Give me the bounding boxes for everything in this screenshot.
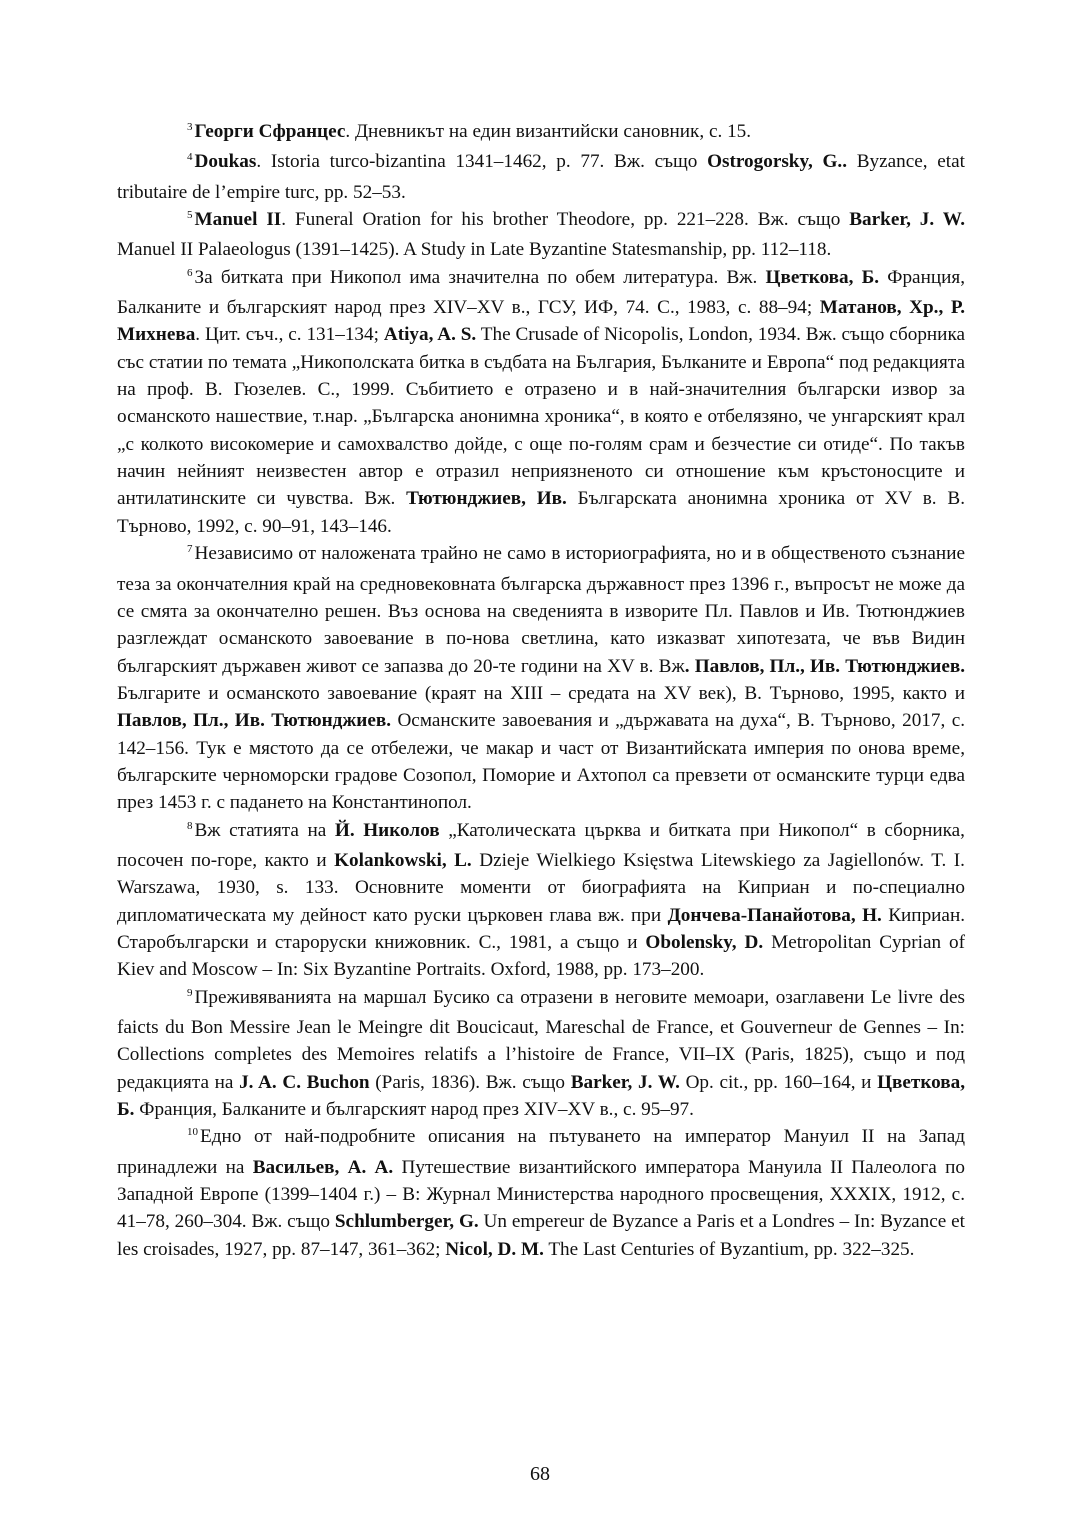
citation-author: . Павлов, Пл., Ив. Тютюнджиев. <box>684 655 966 677</box>
footnote-text: Manuel II Palaeologus (1391–1425). A Study in Late Byzantine Statesmanship, pp. 112–118. <box>117 239 832 261</box>
footnote-text: Българската анонимна хроника от XV в. В. Търново, 1992, с. 90–91, 143–146. <box>117 488 966 537</box>
citation-author: Цветкова, Б. <box>117 1071 966 1121</box>
footnote-3 <box>117 118 965 148</box>
footnote-text: . Funeral Oration for his brother Theodore, pp. 221–228. Вж. също <box>281 209 850 231</box>
footnote-text: . Цит. съч., с. 131–134; <box>195 324 384 346</box>
footnote-9 <box>117 984 965 1124</box>
footnote-text: Преживяванията на маршал Бусико са отразени в неговите мемоари, озаглавени Le livre des faicts du Bon Messire Jean le Meingre dit Boucicaut, Mareschal de France, et Gouverneur de Gennes – In: Collections completes des Memoires relatifs a l’histoire de France, VII–IX (Paris, 1825), също и под редакцията на <box>117 986 965 1093</box>
footnote-text: Metropolitan Cyprian of Kiev and Moscow – In: Six Byzantine Portraits. Oxford, 1988, pp. 173–200. <box>117 931 965 981</box>
footnote-number: 6 <box>187 266 193 279</box>
footnote-8 <box>117 817 965 984</box>
footnote-text: . Istoria turco-bizantina 1341–1462, p. 77. Вж. също <box>256 151 708 173</box>
citation-author: Дончева-Панайотова, Н. <box>667 904 882 926</box>
citation-author: Atiya, A. S. <box>383 324 477 346</box>
footnote-number: 3 <box>187 121 193 133</box>
footnote-number: 10 <box>187 1126 198 1139</box>
footnote-number: 4 <box>187 151 193 164</box>
footnote-text: Франция, Балканите и българският народ през XIV–XV в., ГСУ, ИФ, 74. С., 1983, с. 88–94; <box>117 266 965 319</box>
citation-author: Barker, J. W. <box>849 209 966 231</box>
citation-author: Георги Сфранцес <box>194 121 346 142</box>
footnote-text: Киприан. Старобългарски и староруски книжовник. С., 1981, а също и <box>117 904 966 953</box>
footnote-7 <box>117 540 965 816</box>
footnote-text: The Last Centuries of Byzantium, pp. 322–325. <box>543 1238 915 1260</box>
footnote-10 <box>117 1123 965 1263</box>
footnote-text: Франция, Балканите и българският народ през XIV–XV в., с. 95–97. <box>134 1099 694 1121</box>
citation-author: Manuel II <box>194 209 282 231</box>
footnote-text: Op. cit., pp. 160–164, и <box>679 1071 878 1093</box>
citation-author: Barker, J. W. <box>570 1071 680 1093</box>
footnote-text: The Crusade of Nicopolis, London, 1934. Вж. също сборника със статии по темата „Никополската битка в съдбата на България, Бълканите и Европа“ под редакцията на проф. В. Гюзелев. С., 1999. Събитието е отразено и в най-значителния български извор за османското нашествие, т.нар. „Българска анонимна хроника“, в която е отбелязяно, че унгарският крал „с колкото високомерие и самохвалство дойде, с още по-голям срам и безчестие си отиде“. По такъв начин нейният неизвестен автор е отразил неприязненото си отношение към кръстоносците и антилатинските си чувства. Вж. <box>117 324 965 510</box>
citation-author: Obolensky, D. <box>645 931 764 953</box>
citation-author: Kolankowski, L. <box>334 849 472 871</box>
footnote-text: Dzieje Wielkiego Księstwa Litewskiego za Jagiellonów. T. I. Warszawa, 1930, s. 133. Основните моменти от биографията на Киприан и по-специално дипломатическата му дейност като руски църковен глава вж. при <box>117 849 965 926</box>
footnote-number: 9 <box>187 986 193 999</box>
footnote-text: Османските завоевания и „държавата на духа“, В. Търново, 2017, с. 142–156. Тук е мястото да се отбележи, че макар и част от Византийската империя по онова време, българските черноморски градове Созопол, Поморие и Ахтопол са превзети от османските турци едва през 1453 г. с падането на Константинопол. <box>117 710 966 814</box>
citation-author: Й. Николов <box>334 819 440 841</box>
footnote-number: 8 <box>187 819 193 832</box>
footnote-6 <box>117 264 965 540</box>
citation-author: Тютюнджиев, Ив. <box>406 488 567 510</box>
footnote-text: Un empereur de Byzance a Paris et a Londres – In: Byzance et les croisades, 1927, pp. 87–147, 361–362; <box>117 1211 965 1260</box>
citation-author: Nicol, D. M. <box>445 1238 544 1260</box>
footnote-text: „Католическата църква и битката при Никопол“ в сборника, посочен по-горе, както и <box>117 819 965 871</box>
footnote-number: 7 <box>187 543 193 556</box>
footnote-text: Независимо от наложената трайно не само в историографията, но и в общественото съзнание теза за окончателния край на средновековната българска държавност през 1396 г., въпросът не може да се смята за окончателно решен. Въз основа на сведенията в изворите Пл. Павлов и Ив. Тютюнджиев разглеждат османското завоевание в по-нова светлина, като изказват хипотезата, че във Видин българският държавен живот се запазва до 20-те години на XV в. Вж <box>117 543 965 677</box>
footnote-text: Путешествие византийского императора Мануила II Палеолога по Западной Европе (1399–1404 г.) – В: Журнал Министерства народного просвещения, XXXIX, 1912, с. 41–78, 260–304. Вж. също <box>117 1156 965 1233</box>
citation-author: Павлов, Пл., Ив. Тютюнджиев. <box>117 710 392 732</box>
footnote-4 <box>117 148 965 206</box>
footnote-text: (Paris, 1836). Вж. също <box>369 1071 571 1093</box>
footnote-number: 5 <box>187 209 193 222</box>
citation-author: Schlumberger, G. <box>334 1211 479 1233</box>
footnote-text: . Дневникът на един византийски сановник, с. 15. <box>345 121 752 142</box>
footnote-5 <box>117 206 965 264</box>
page-number: 68 <box>530 1463 550 1485</box>
footnote-text: Българите и османското завоевание (краят на XIII – средата на XV век), В. Търново, 1995, както и <box>117 682 965 704</box>
footnotes-section <box>117 118 965 1263</box>
footnote-text: Вж статията на <box>194 819 335 841</box>
citation-author: Ostrogorsky, G.. <box>707 151 848 173</box>
footnote-text: Едно от най-подробните описания на пътуването на император Мануил II на Запад принадлежи на <box>117 1126 965 1178</box>
footnote-text: Byzance, etat tributaire de l’empire turc, pp. 52–53. <box>117 151 965 203</box>
citation-author: J. A. C. Buchon <box>239 1071 370 1093</box>
citation-author: Васильев, А. А. <box>252 1156 394 1178</box>
citation-author: Матанов, Хр., Р. Михнева <box>117 297 966 346</box>
citation-author: Doukas <box>194 151 257 173</box>
citation-author: Цветкова, Б. <box>765 266 880 288</box>
footnote-text: За битката при Никопол има значителна по обем литература. Вж. <box>194 266 766 288</box>
